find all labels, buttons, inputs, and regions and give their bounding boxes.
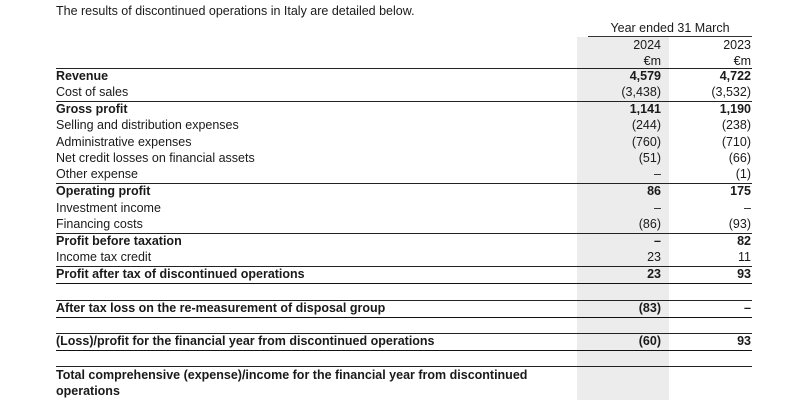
- value-2024: 86: [647, 184, 661, 198]
- value-2024: 1,141: [629, 102, 661, 116]
- value-2024: (244): [631, 118, 661, 132]
- unit-2024-header: €m: [643, 54, 661, 68]
- value-2023: –: [744, 301, 751, 315]
- row-label: Profit after tax of discontinued operations: [56, 267, 305, 281]
- table-row: [56, 102, 752, 118]
- table-row: [56, 334, 752, 350]
- period-header-rule: [588, 36, 752, 37]
- table-row: [56, 267, 752, 283]
- value-2023: (238): [721, 118, 751, 132]
- value-2023: (710): [721, 135, 751, 149]
- value-2023: 11: [738, 250, 751, 264]
- row-label: Net credit losses on financial assets: [56, 151, 255, 165]
- value-2024: –: [654, 201, 661, 215]
- table-row: [56, 250, 752, 266]
- row-label: Income tax credit: [56, 250, 152, 264]
- period-header: Year ended 31 March: [610, 21, 730, 35]
- row-label: Profit before taxation: [56, 234, 182, 248]
- row-label: operations: [56, 384, 120, 398]
- table-row: [56, 167, 752, 183]
- year-2024-header: 2024: [633, 38, 661, 52]
- value-2023: –: [744, 201, 751, 215]
- value-2024: (3,438): [621, 85, 661, 99]
- value-2023: 82: [737, 234, 751, 248]
- row-label: Selling and distribution expenses: [56, 118, 239, 132]
- row-label: Gross profit: [56, 102, 128, 116]
- row-label: Administrative expenses: [56, 135, 192, 149]
- value-2023: (3,532): [711, 85, 751, 99]
- value-2024: (760): [631, 135, 661, 149]
- row-label: Revenue: [56, 69, 109, 83]
- value-2023: 93: [737, 267, 751, 281]
- value-2024: (60): [638, 334, 661, 348]
- value-2023: (93): [728, 217, 751, 231]
- table-row: [56, 135, 752, 151]
- value-2024: 23: [647, 267, 661, 281]
- value-2024: (86): [638, 217, 661, 231]
- table-row: [56, 217, 752, 233]
- value-2023: (66): [728, 151, 751, 165]
- intro-text: The results of discontinued operations in Italy are detailed below.: [56, 4, 415, 18]
- row-label: After tax loss on the re-measurement of disposal group: [56, 301, 386, 315]
- value-2024: (51): [638, 151, 661, 165]
- row-label: Operating profit: [56, 184, 151, 198]
- table-row: [56, 118, 752, 134]
- value-2024: (83): [638, 301, 661, 315]
- value-2024: –: [654, 234, 661, 248]
- table-row: [56, 301, 752, 317]
- row-label: Financing costs: [56, 217, 143, 231]
- table-row: [56, 85, 752, 101]
- row-label: Other expense: [56, 167, 138, 181]
- table-row: [56, 384, 752, 400]
- table-row: [56, 234, 752, 250]
- year-2023-header: 2023: [723, 38, 751, 52]
- row-label: (Loss)/profit for the financial year from discontinued operations: [56, 334, 435, 348]
- table-row: [56, 151, 752, 167]
- value-2024: 4,579: [629, 69, 661, 83]
- table-row: [56, 69, 752, 85]
- value-2024: 23: [647, 250, 661, 264]
- unit-2023-header: €m: [733, 54, 751, 68]
- table-row: [56, 201, 752, 217]
- value-2023: 1,190: [719, 102, 751, 116]
- row-label: Cost of sales: [56, 85, 129, 99]
- value-2023: (1): [735, 167, 751, 181]
- value-2023: 175: [730, 184, 751, 198]
- value-2023: 93: [737, 334, 751, 348]
- value-2024: –: [654, 167, 661, 181]
- table-row: [56, 184, 752, 200]
- value-2023: 4,722: [719, 69, 751, 83]
- rule-before-total-comprehensive: [56, 366, 752, 367]
- row-label: Total comprehensive (expense)/income for the financial year from discontinued: [56, 368, 528, 382]
- table-row: [56, 368, 752, 384]
- row-label: Investment income: [56, 201, 161, 215]
